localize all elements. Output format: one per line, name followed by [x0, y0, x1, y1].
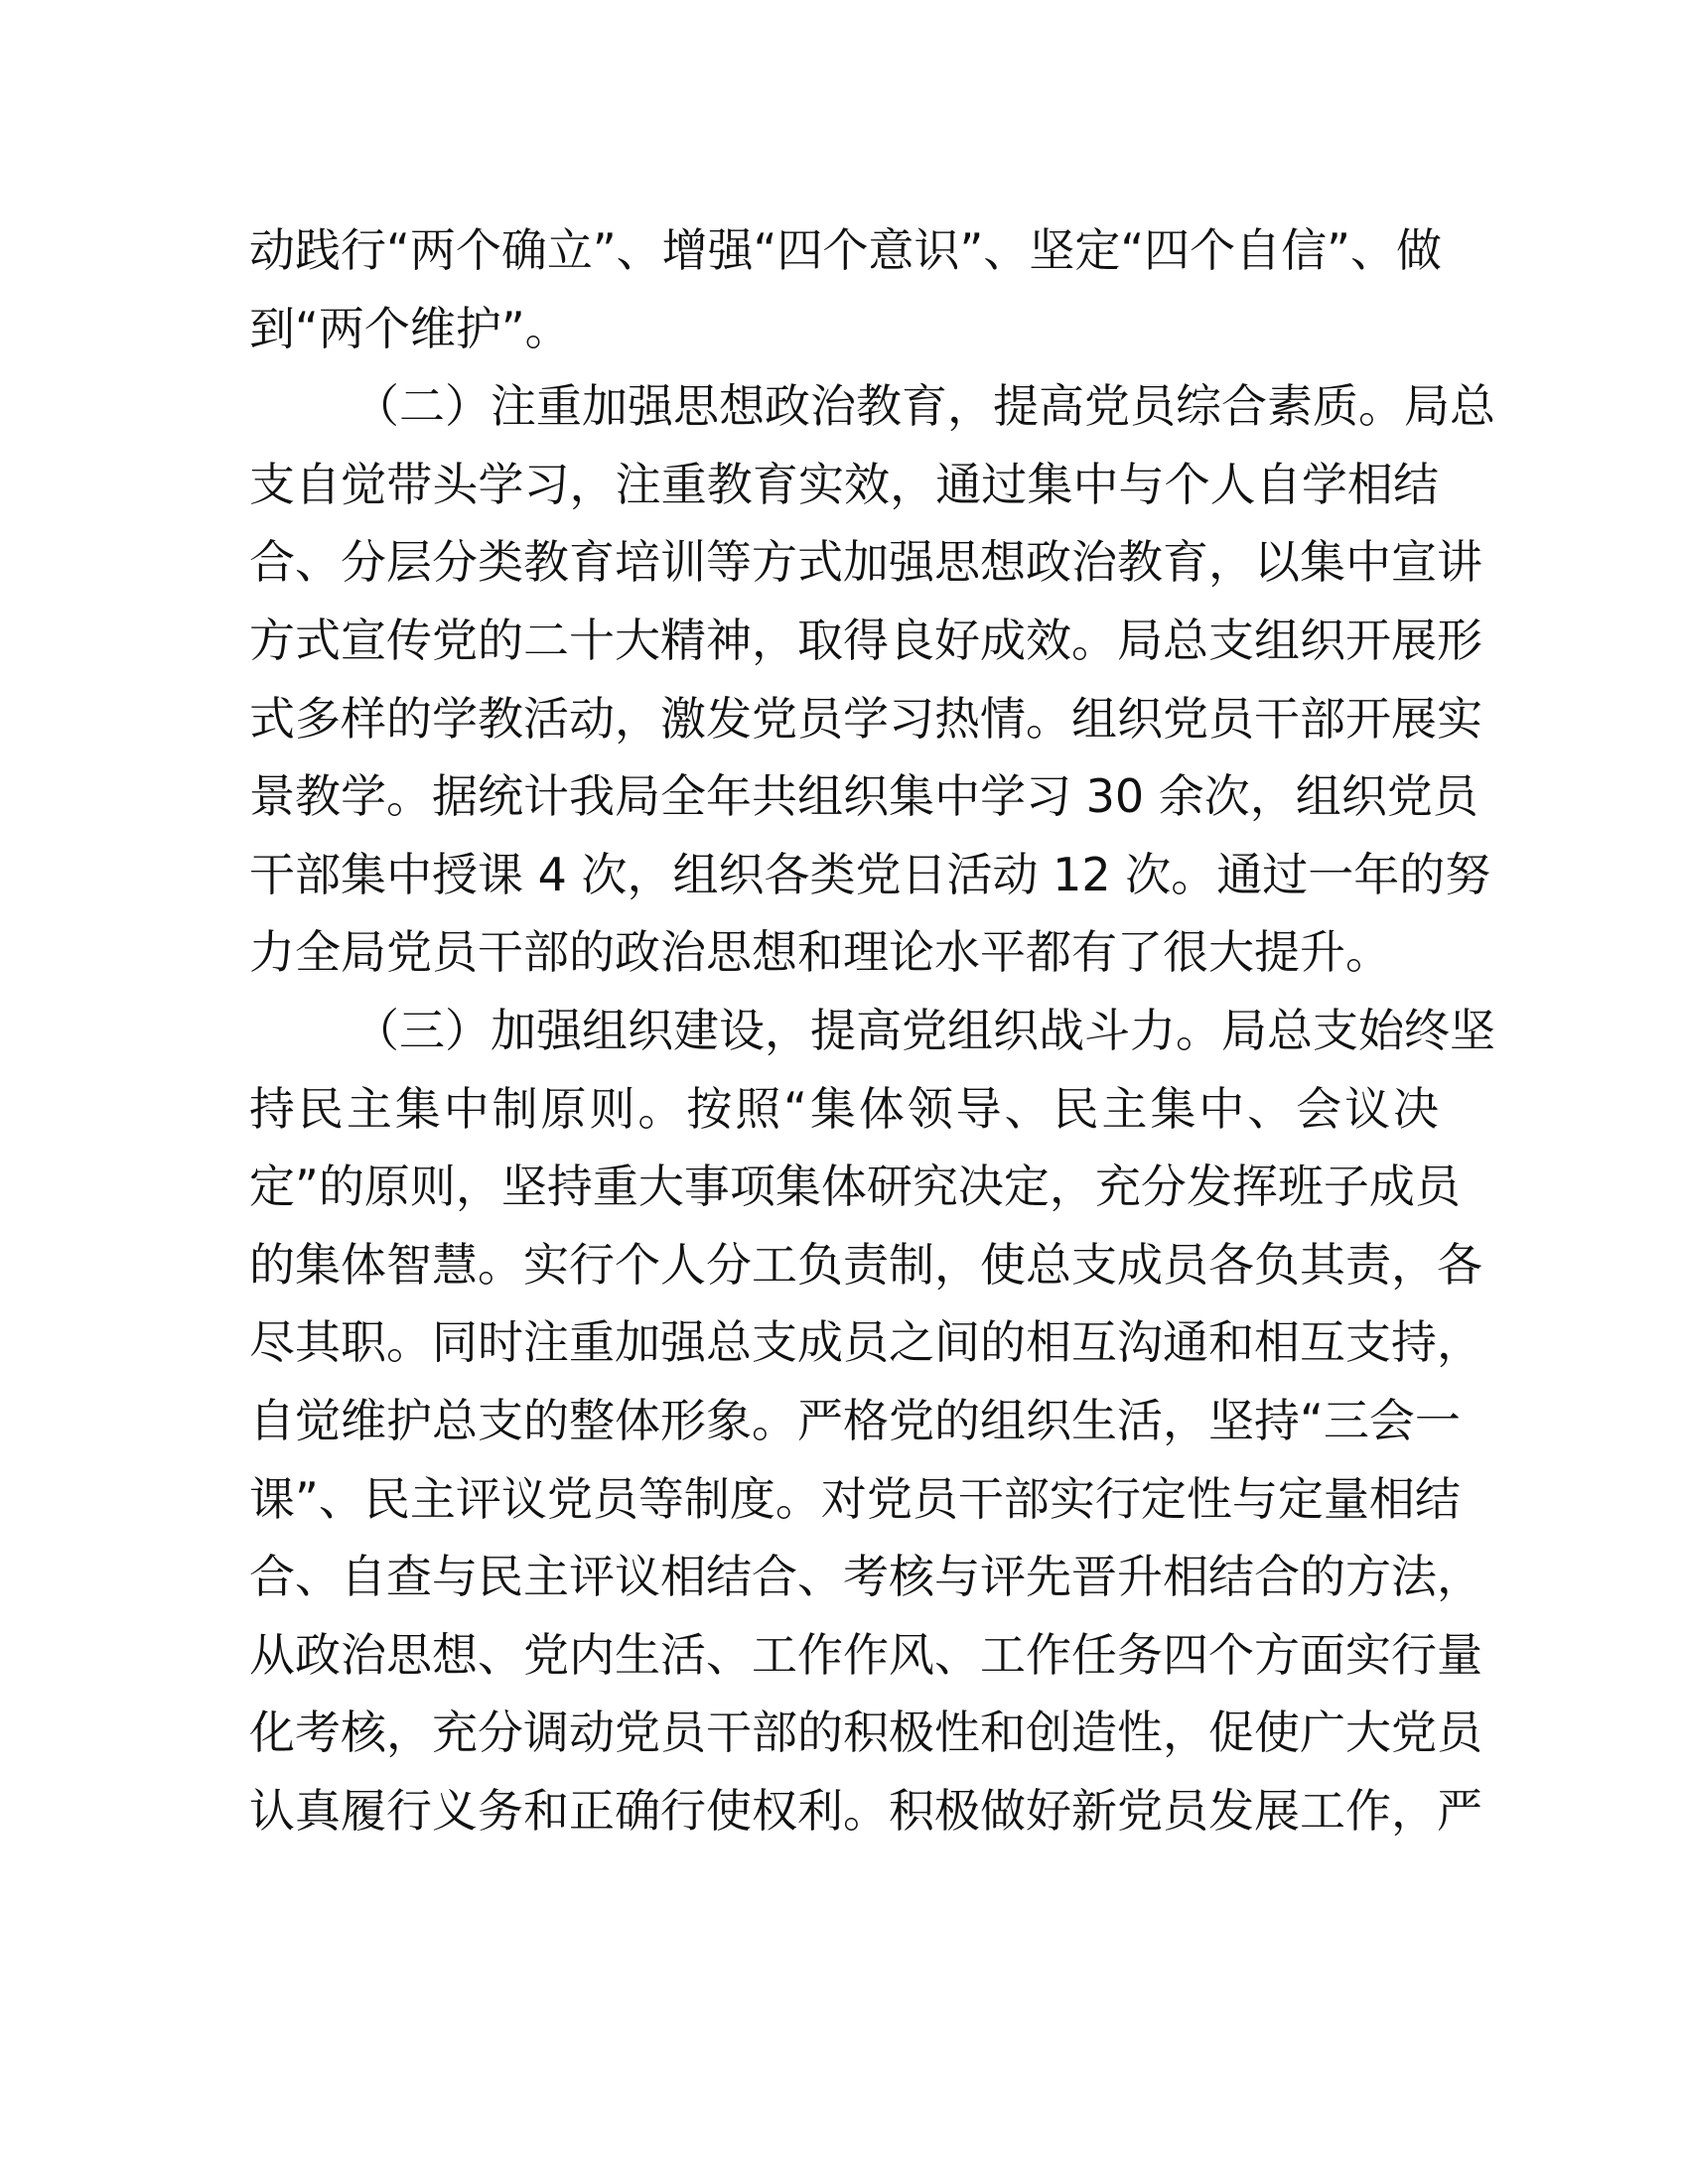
- paragraph-2-line-8: 力全局党员干部的政治思想和理论水平都有了很大提升。: [249, 925, 1391, 980]
- paragraph-2-line-1: （二）注重加强思想政治教育，提高党员综合素质。局总: [353, 379, 1495, 434]
- paragraph-3-line-7: 课”、民主评议党员等制度。对党员干部实行定性与定量相结: [249, 1471, 1461, 1526]
- paragraph-2-line-4: 方式宣传党的二十大精神，取得良好成效。局总支组织开展形: [249, 613, 1482, 667]
- paragraph-3-line-2: 持民主集中制原则。按照“集体领导、民主集中、会议决: [249, 1081, 1439, 1136]
- paragraph-1-line-2: 到“两个维护”。: [249, 301, 571, 355]
- paragraph-3-line-4: 的集体智慧。实行个人分工负责制，使总支成员各负其责，各: [249, 1237, 1482, 1292]
- paragraph-3-line-1: （三）加强组织建设，提高党组织战斗力。局总支始终坚: [353, 1003, 1495, 1057]
- paragraph-1-line-1: 动践行“两个确立”、增强“四个意识”、坚定“四个自信”、做: [249, 223, 1442, 277]
- paragraph-2-line-2: 支自觉带头学习，注重教育实效，通过集中与个人自学相结: [249, 457, 1439, 511]
- paragraph-2-line-3: 合、分层分类教育培训等方式加强思想政治教育，以集中宣讲: [249, 535, 1482, 590]
- paragraph-3-line-6: 自觉维护总支的整体形象。严格党的组织生活，坚持“三会一: [249, 1393, 1461, 1447]
- paragraph-3-line-9: 从政治思想、党内生活、工作作风、工作任务四个方面实行量: [249, 1627, 1482, 1682]
- paragraph-3-line-11: 认真履行义务和正确行使权利。积极做好新党员发展工作，严: [249, 1783, 1482, 1838]
- paragraph-3-line-10: 化考核，充分调动党员干部的积极性和创造性，促使广大党员: [249, 1706, 1482, 1760]
- document-body: [249, 211, 1495, 1849]
- paragraph-3-line-3: 定”的原则，坚持重大事项集体研究决定，充分发挥班子成员: [249, 1160, 1461, 1214]
- paragraph-3-line-5: 尽其职。同时注重加强总支成员之间的相互沟通和相互支持，: [249, 1315, 1482, 1370]
- paragraph-3-line-8: 合、自查与民主评议相结合、考核与评先晋升相结合的方法，: [249, 1550, 1482, 1604]
- paragraph-2-line-5: 式多样的学教活动，激发党员学习热情。组织党员干部开展实: [249, 691, 1482, 746]
- paragraph-2-line-6: 景教学。据统计我局全年共组织集中学习 30 余次，组织党员: [249, 769, 1478, 824]
- paragraph-2-line-7: 干部集中授课 4 次，组织各类党日活动 12 次。通过一年的努: [249, 847, 1491, 901]
